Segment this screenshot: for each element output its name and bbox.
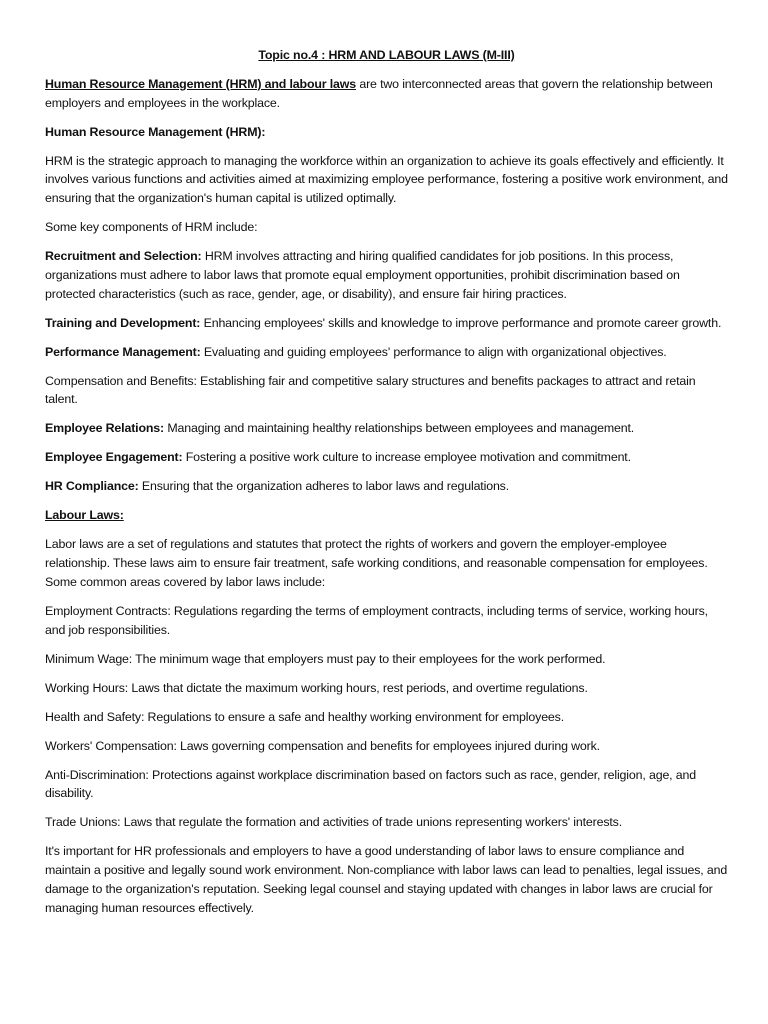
- page-title: Topic no.4 : HRM AND LABOUR LAWS (M-III): [258, 48, 515, 62]
- component-text: Enhancing employees' skills and knowledge to improve performance and promote career growth.: [200, 315, 722, 330]
- labour-area-item: Employment Contracts: Regulations regarding the terms of employment contracts, including terms of service, working hours, and job responsibilities.: [45, 603, 708, 637]
- labour-area-item: Anti-Discrimination: Protections against workplace discrimination based on factors such as race, gender, religion, age, and disability.: [45, 767, 696, 801]
- component-term: Performance Management:: [45, 344, 201, 359]
- labour-definition: Labor laws are a set of regulations and statutes that protect the rights of workers and govern the employer-employee relationship. These laws aim to ensure fair treatment, safe working conditions, and reasonable compensation for employees. Some common areas covered by labor laws include:: [45, 537, 708, 589]
- labour-area-item: Workers' Compensation: Laws governing compensation and benefits for employees injured during work.: [45, 738, 600, 753]
- component-item: [45, 343, 728, 362]
- component-text: Compensation and Benefits: Establishing fair and competitive salary structures and benefits packages to attract and retain talent.: [45, 373, 696, 407]
- component-term: Employee Relations:: [45, 421, 165, 436]
- component-text: Ensuring that the organization adheres to labor laws and regulations.: [138, 479, 510, 494]
- component-term: Employee Engagement:: [45, 450, 183, 465]
- component-text: Fostering a positive work culture to increase employee motivation and commitment.: [182, 450, 631, 465]
- intro-lead: Human Resource Management (HRM) and labour laws: [45, 76, 357, 91]
- hrm-heading: Human Resource Management (HRM):: [45, 124, 266, 139]
- intro-paragraph: [45, 75, 728, 113]
- component-item: [45, 477, 728, 496]
- component-item: [45, 448, 728, 467]
- component-item: [45, 314, 728, 333]
- component-item: [45, 419, 728, 438]
- labour-area-item: Working Hours: Laws that dictate the maximum working hours, rest periods, and overtime regulations.: [45, 680, 588, 695]
- labour-area-item: Trade Unions: Laws that regulate the formation and activities of trade unions representing workers' interests.: [45, 815, 623, 830]
- component-term: Recruitment and Selection:: [45, 249, 202, 264]
- intro-text: are two interconnected areas that govern the relationship between employers and employees in the workplace.: [45, 76, 713, 110]
- component-term: HR Compliance:: [45, 479, 139, 494]
- component-text: HRM involves attracting and hiring qualified candidates for job positions. In this process, organizations must adhere to labor laws that promote equal employment opportunities, prohibit discrimination based on protected characteristics (such as race, gender, age, or disability), and ensure fair hiring practices.: [45, 249, 680, 301]
- component-item: [45, 372, 728, 410]
- components-intro: Some key components of HRM include:: [45, 220, 258, 235]
- component-item: [45, 247, 728, 303]
- conclusion-paragraph: It's important for HR professionals and employers to have a good understanding of labor laws to ensure compliance and maintain a positive and legally sound work environment. Non-compliance with labor laws can lead to penalties, legal issues, and damage to the organization's reputation. Seeking legal counsel and staying updated with changes in labor laws are crucial for managing human resources effectively.: [45, 844, 728, 915]
- component-text: Evaluating and guiding employees' performance to align with organizational objectives.: [200, 344, 667, 359]
- labour-area-item: Minimum Wage: The minimum wage that employers must pay to their employees for the work performed.: [45, 651, 606, 666]
- labour-area-item: Health and Safety: Regulations to ensure a safe and healthy working environment for employees.: [45, 709, 565, 724]
- hrm-definition: HRM is the strategic approach to managing the workforce within an organization to achieve its goals effectively and efficiently. It involves various functions and activities aimed at maximizing employee performance, fostering a positive work environment, and ensuring that the organization's human capital is utilized optimally.: [45, 153, 728, 206]
- component-term: Training and Development:: [45, 315, 201, 330]
- component-text: Managing and maintaining healthy relationships between employees and management.: [164, 421, 635, 436]
- labour-heading: Labour Laws:: [45, 508, 124, 523]
